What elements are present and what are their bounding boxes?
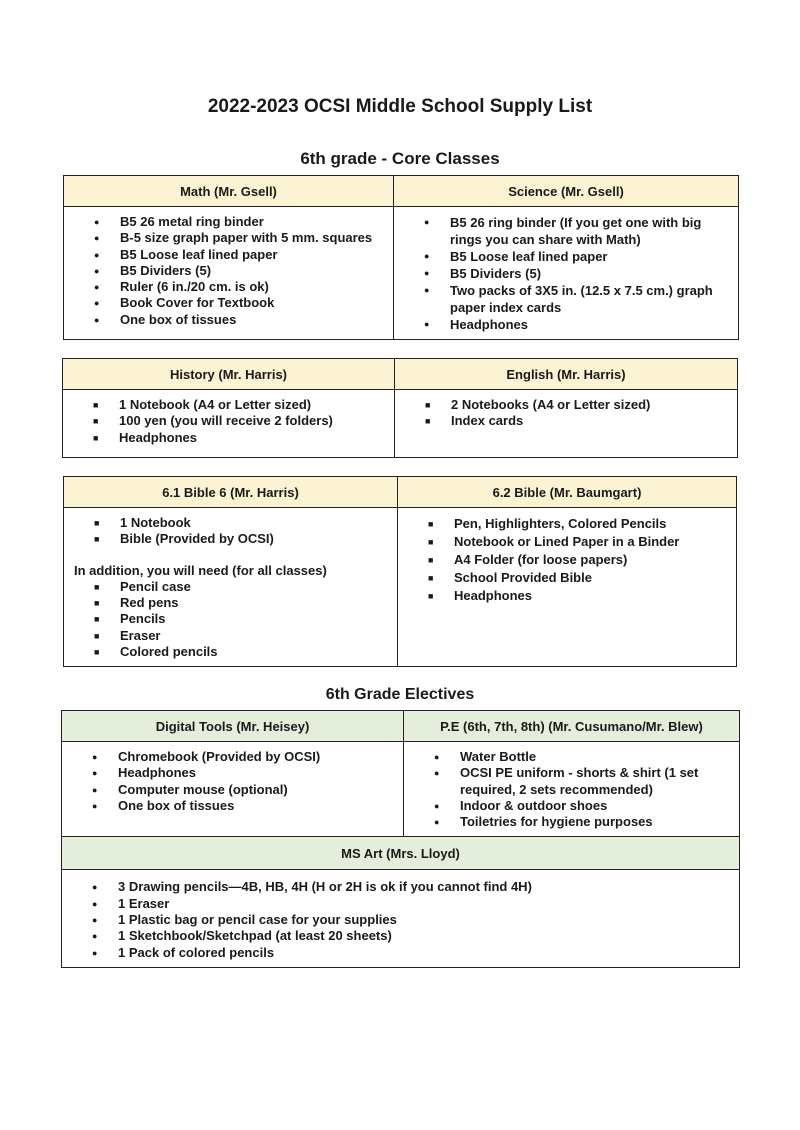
- list-item: ■ Pencils: [74, 611, 389, 627]
- list-item: ● Chromebook (Provided by OCSI): [72, 749, 395, 765]
- electives-table: [61, 710, 740, 968]
- math-header: Math (Mr. Gsell): [64, 176, 394, 207]
- list-item: ● B5 Loose leaf lined paper: [404, 248, 730, 265]
- pe-header: P.E (6th, 7th, 8th) (Mr. Cusumano/Mr. Blew): [404, 711, 740, 742]
- bible61-list-cell: [64, 508, 398, 667]
- bible61-header: 6.1 Bible 6 (Mr. Harris): [64, 477, 398, 508]
- list-item: ● OCSI PE uniform - shorts & shirt (1 set required, 2 sets recommended): [414, 765, 731, 798]
- all-classes-supply-list: [74, 579, 389, 660]
- electives-heading: 6th Grade Electives: [325, 686, 475, 703]
- english-supply-list: [405, 397, 729, 430]
- list-item: ● Headphones: [404, 316, 730, 333]
- list-item: ● One box of tissues: [72, 798, 395, 814]
- document-title: 2022-2023 OCSI Middle School Supply List: [207, 96, 593, 117]
- art-header: MS Art (Mrs. Lloyd): [62, 837, 740, 870]
- history-header: History (Mr. Harris): [63, 359, 395, 390]
- list-item: ● Water Bottle: [414, 749, 731, 765]
- list-item: ● B5 Dividers (5): [404, 265, 730, 282]
- history-list-cell: [63, 390, 395, 458]
- list-item: ● Book Cover for Textbook: [74, 295, 385, 311]
- math-supply-list: [74, 214, 385, 328]
- digital-tools-list-cell: [62, 742, 404, 837]
- list-item: ■ Eraser: [74, 628, 389, 644]
- history-english-table: [62, 358, 738, 458]
- science-list-cell: [394, 207, 739, 340]
- math-science-table: [63, 175, 739, 340]
- list-item: ● B5 Dividers (5): [74, 263, 385, 279]
- list-item: ● Indoor & outdoor shoes: [414, 798, 731, 814]
- art-list-cell: [62, 870, 740, 967]
- list-item: ■ Bible (Provided by OCSI): [74, 531, 389, 547]
- bible62-header: 6.2 Bible (Mr. Baumgart): [398, 477, 737, 508]
- pe-list-cell: [404, 742, 740, 837]
- list-item: ● B-5 size graph paper with 5 mm. squares: [74, 230, 385, 246]
- list-item: ● Headphones: [72, 765, 395, 781]
- core-classes-heading: 6th grade - Core Classes: [300, 149, 500, 168]
- list-item: ■ 2 Notebooks (A4 or Letter sized): [405, 397, 729, 413]
- list-item: ■ 1 Notebook (A4 or Letter sized): [73, 397, 386, 413]
- list-item: ● Two packs of 3X5 in. (12.5 x 7.5 cm.) graph paper index cards: [404, 282, 730, 316]
- bible62-supply-list: [408, 515, 728, 605]
- science-supply-list: [404, 214, 730, 333]
- art-supply-list: [72, 879, 731, 960]
- all-classes-note: In addition, you will need (for all classes): [74, 562, 327, 578]
- list-item: ● B5 Loose leaf lined paper: [74, 247, 385, 263]
- list-item: ● Toiletries for hygiene purposes: [414, 814, 731, 830]
- list-item: ■ A4 Folder (for loose papers): [408, 551, 728, 569]
- list-item: ● B5 26 ring binder (If you get one with big rings you can share with Math): [404, 214, 730, 248]
- list-item: ● 1 Eraser: [72, 896, 731, 912]
- digital-tools-header: Digital Tools (Mr. Heisey): [62, 711, 404, 742]
- list-item: ● 1 Sketchbook/Sketchpad (at least 20 sheets): [72, 928, 731, 944]
- list-item: ■ Headphones: [408, 587, 728, 605]
- list-item: ● One box of tissues: [74, 312, 385, 328]
- list-item: ■ Pen, Highlighters, Colored Pencils: [408, 515, 728, 533]
- list-item: ■ School Provided Bible: [408, 569, 728, 587]
- english-header: English (Mr. Harris): [395, 359, 738, 390]
- list-item: ● Computer mouse (optional): [72, 782, 395, 798]
- list-item: ● Ruler (6 in./20 cm. is ok): [74, 279, 385, 295]
- list-item: ■ Pencil case: [74, 579, 389, 595]
- digital-tools-supply-list: [72, 749, 395, 814]
- list-item: ■ Index cards: [405, 413, 729, 429]
- list-item: ■ Red pens: [74, 595, 389, 611]
- list-item: ■ 100 yen (you will receive 2 folders): [73, 413, 386, 429]
- pe-supply-list: [414, 749, 731, 830]
- science-header: Science (Mr. Gsell): [394, 176, 739, 207]
- list-item: ■ Colored pencils: [74, 644, 389, 660]
- list-item: ● 3 Drawing pencils—4B, HB, 4H (H or 2H is ok if you cannot find 4H): [72, 879, 731, 895]
- list-item: ■ Headphones: [73, 430, 386, 446]
- history-supply-list: [73, 397, 386, 446]
- list-item: ● B5 26 metal ring binder: [74, 214, 385, 230]
- bible61-supply-list: [74, 515, 389, 548]
- list-item: ● 1 Pack of colored pencils: [72, 945, 731, 961]
- math-list-cell: [64, 207, 394, 340]
- list-item: ■ 1 Notebook: [74, 515, 389, 531]
- bible62-list-cell: [398, 508, 737, 667]
- list-item: ● 1 Plastic bag or pencil case for your supplies: [72, 912, 731, 928]
- list-item: ■ Notebook or Lined Paper in a Binder: [408, 533, 728, 551]
- bible-table: [63, 476, 737, 667]
- english-list-cell: [395, 390, 738, 458]
